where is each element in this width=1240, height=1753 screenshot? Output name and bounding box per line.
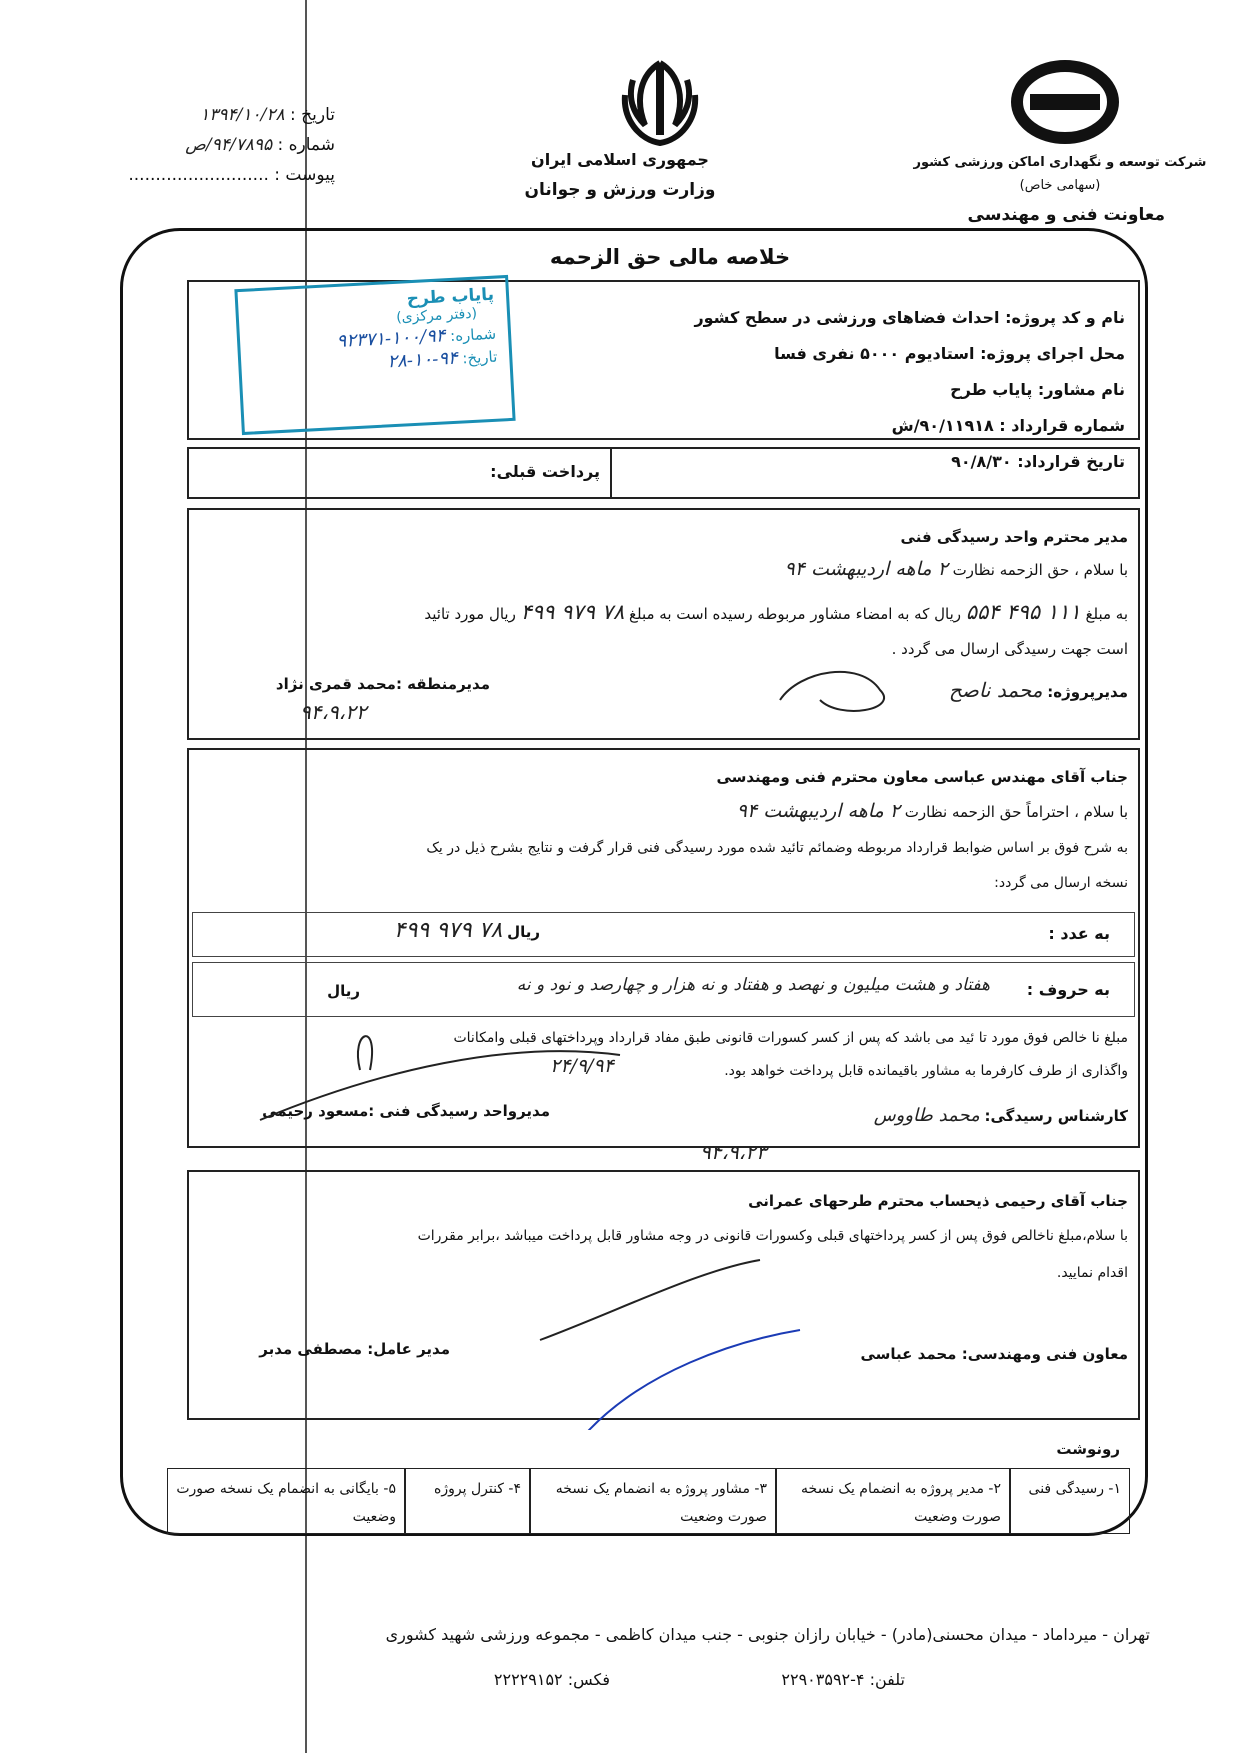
final-addressee: جناب آقای رحیمی ذیحساب محترم طرحهای عمرانی bbox=[748, 1192, 1128, 1210]
tech-amount-line: به مبلغ ۱۱۱ ۴۹۵ ۵۵۴ ریال که به امضاء مشاور مربوطه رسیده است به مبلغ ۷۸ ۹۷۹ ۴۹۹ ریال مورد تائید bbox=[424, 600, 1128, 624]
deputy-net2: واگذاری از طرف کارفرما به مشاور باقیمانده قابل پرداخت خواهد بود. bbox=[724, 1063, 1128, 1079]
region-manager: مدیرمنطقه :محمد قمری نژاد bbox=[275, 675, 490, 693]
deputy-signature: معاون فنی ومهندسی: محمد عباسی bbox=[860, 1345, 1128, 1363]
final-body2: اقدام نمایید. bbox=[1056, 1265, 1128, 1281]
project-name: نام و کد پروژه: احداث فضاهای ورزشی در سطح کشور bbox=[694, 308, 1125, 327]
amount-number-label: به عدد : bbox=[1048, 924, 1110, 943]
tech-amount-handwritten: ۱۱۱ ۴۹۵ ۵۵۴ bbox=[965, 600, 1081, 624]
signature-strokes bbox=[180, 650, 1080, 1430]
company-logo-icon bbox=[1010, 60, 1120, 145]
tech-greeting: با سلام ، حق الزحمه نظارت ۲ ماهه اردیبهشت ۹۴ bbox=[784, 558, 1128, 580]
project-consultant: نام مشاور: پایاب طرح bbox=[950, 380, 1125, 399]
pm-signature: مدیرپروژه: محمد ناصح bbox=[948, 678, 1128, 702]
tech-addressee: مدیر محترم واحد رسیدگی فنی bbox=[900, 528, 1128, 546]
contract-date: تاریخ قرارداد: ۹۰/۸/۳۰ bbox=[951, 452, 1125, 471]
amount-number-value: ریال ۷۸ ۹۷۹ ۴۹۹ bbox=[393, 918, 540, 943]
amount-words-label: به حروف : bbox=[1026, 980, 1110, 999]
deputy-net-date: ۲۴/۹/۹۴ bbox=[550, 1055, 614, 1077]
deputy-greeting-handwritten: ۲ ماهه اردیبهشت ۹۴ bbox=[736, 800, 900, 822]
deputy-addressee: جناب آقای مهندس عباسی معاون محترم فنی ومهندسی bbox=[716, 768, 1128, 786]
header-country: جمهوری اسلامی ایران bbox=[531, 150, 709, 169]
tech-amount2-handwritten: ۷۸ ۹۷۹ ۴۹۹ bbox=[520, 600, 625, 624]
header-company-type: (سهامی خاص) bbox=[1019, 178, 1101, 193]
header-meta: تاریخ : ۱۳۹۴/۱۰/۲۸ شماره : ۹۴/۷۸۹۵/ص پیوست : .......................... bbox=[128, 105, 335, 185]
unit-head-date: ۹۴،۹،۲۳ bbox=[700, 1140, 767, 1164]
cc-item: ۳- مشاور پروژه به انضمام یک نسخه صورت وضعیت bbox=[530, 1468, 776, 1534]
cc-title: رونوشت bbox=[1056, 1440, 1120, 1458]
cc-item: ۲- مدیر پروژه به انضمام یک نسخه صورت وضعیت bbox=[776, 1468, 1010, 1534]
stamp-number-value: ۱۰۰/۹۴-۹۲۳۷۱ bbox=[336, 325, 446, 352]
tech-closing: است جهت رسیدگی ارسال می گردد . bbox=[891, 640, 1128, 658]
final-body1: با سلام،مبلغ ناخالص فوق پس از کسر پرداختهای قبلی وکسورات قانونی در وجه مشاور قابل پرداخت میباشد ،برابر مقررات bbox=[417, 1228, 1128, 1244]
amount-words-value: هفتاد و هشت میلیون و نهصد و هفتاد و نه هزار و چهارصد و نود و نه bbox=[516, 975, 990, 995]
stamp-line2: (دفتر مرکزی) bbox=[395, 305, 478, 326]
cc-item: ۴- کنترل پروژه bbox=[405, 1468, 530, 1534]
cc-item: ۵- بایگانی به انضمام یک نسخه صورت وضعیت bbox=[167, 1468, 405, 1534]
footer-address: تهران - میرداماد - میدان محسنی(مادر) - خیابان رازان جنوبی - جنب میدان کاظمی - مجموعه ورزشی شهید کشوری bbox=[385, 1625, 1150, 1644]
page-title: خلاصه مالی حق الزحمه bbox=[549, 245, 791, 269]
header-department: معاونت فنی و مهندسی bbox=[967, 205, 1165, 225]
header-ministry: وزارت ورزش و جوانان bbox=[524, 180, 716, 200]
stamp-date-label: تاریخ: bbox=[461, 347, 498, 368]
previous-payment-label: پرداخت قبلی: bbox=[490, 462, 600, 481]
iran-emblem-icon bbox=[605, 55, 715, 150]
attachment-label: پیوست : bbox=[274, 165, 335, 185]
footer-phone: تلفن: ۴-۲۲۹۰۳۵۹۲ bbox=[781, 1670, 905, 1689]
ceo-signature: مدیر عامل: مصطفی مدبر bbox=[259, 1340, 450, 1358]
stamp-line1: پایاب طرح bbox=[406, 284, 495, 310]
expert-signature: کارشناس رسیدگی: محمد طاووس bbox=[873, 1105, 1128, 1126]
stamp-number-label: شماره: bbox=[449, 324, 497, 346]
unit-head: مدیرواحد رسیدگی فنی :مسعود رحیمی bbox=[262, 1102, 550, 1120]
deputy-body1: به شرح فوق بر اساس ضوابط قرارداد مربوطه وضمائم تائید شده مورد رسیدگی فنی قرار گرفت و نتایج بشرح ذیل در یک bbox=[426, 840, 1128, 856]
contract-number: شماره قرارداد : ۹۰/۱۱۹۱۸/ش bbox=[891, 416, 1125, 435]
deputy-body2: نسخه ارسال می گردد: bbox=[994, 875, 1128, 891]
expert-sign-handwritten: محمد طاووس bbox=[873, 1105, 980, 1126]
number-label: شماره : bbox=[277, 135, 335, 155]
date-label: تاریخ : bbox=[290, 105, 335, 125]
stamp-date-value: ۹۴-۱۰-۲۸ bbox=[386, 347, 459, 373]
date-value: ۱۳۹۴/۱۰/۲۸ bbox=[200, 105, 285, 125]
footer-fax: فکس: ۲۲۲۲۹۱۵۲ bbox=[493, 1670, 610, 1689]
project-location: محل اجرای پروژه: استادیوم ۵۰۰۰ نفری فسا bbox=[774, 344, 1125, 363]
deputy-net1: مبلغ نا خالص فوق مورد تا ئید می باشد که پس از کسر کسورات قانونی طبق مفاد قرارداد وپرداختهای قبلی وامکانات bbox=[453, 1030, 1128, 1046]
region-manager-date: ۹۴،۹،۲۲ bbox=[300, 700, 367, 724]
header-company: شرکت توسعه و نگهداری اماکن ورزشی کشور bbox=[913, 155, 1207, 170]
amount-words-unit: ریال bbox=[327, 982, 360, 1000]
tech-greeting-handwritten: ۲ ماهه اردیبهشت ۹۴ bbox=[784, 558, 948, 580]
cc-item: ۱- رسیدگی فنی bbox=[1010, 1468, 1130, 1534]
number-value: ۹۴/۷۸۹۵/ص bbox=[185, 135, 273, 155]
pm-sign-handwritten: محمد ناصح bbox=[948, 678, 1043, 702]
consultant-stamp bbox=[234, 275, 515, 435]
previous-payment-section bbox=[187, 447, 1140, 499]
deputy-greeting: با سلام ، احتراماً حق الزحمه نظارت ۲ ماهه اردیبهشت ۹۴ bbox=[736, 800, 1128, 822]
